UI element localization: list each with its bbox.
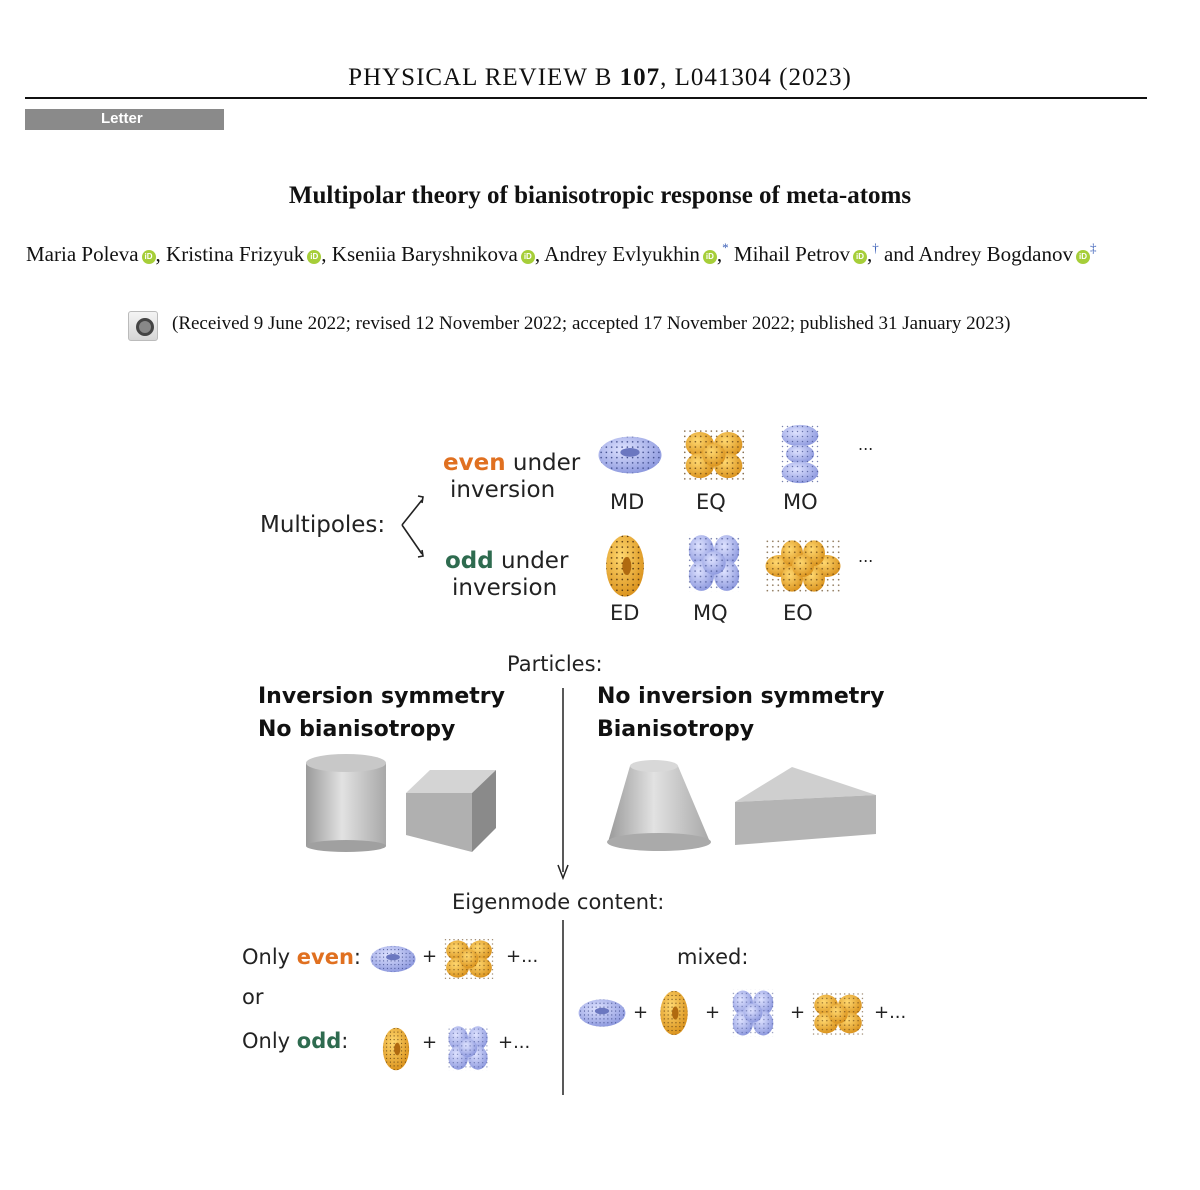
even-inversion: inversion [450,477,556,503]
odd-heading: odd under [445,548,569,574]
or-text: or [242,985,264,1009]
ed-torus-icon [383,1028,409,1071]
ellipsis: ... [858,547,874,566]
cube-shape [406,770,496,852]
publication-dates: (Received 9 June 2022; revised 12 November 2022; accepted 17 November 2022; published 31 January 2023) [172,313,1011,334]
mq-clover-icon [687,534,741,592]
mixed-label: mixed: [677,945,749,969]
odd-inversion: inversion [452,575,558,601]
eq-clover-icon [813,993,864,1035]
footnote-mark[interactable]: ‡ [1089,240,1097,255]
left-heading-2: No bianisotropy [258,717,456,742]
label-md: MD [610,490,645,514]
only-odd-text: Only odd: [242,1029,349,1053]
author-list: Maria Poleva iD , Kristina Frizyuk iD , Kseniia Baryshnikova iD , Andrey Evlyukhin iD ,* Mihail Petrov iD ,† and Andrey Bogdanov iD‡ [26,240,1097,266]
plus-more: +... [874,1002,907,1023]
orcid-icon[interactable]: iD [703,250,717,264]
crossmark-icon[interactable] [128,311,158,341]
mq-clover-icon [731,990,775,1036]
particles-label: Particles: [507,652,603,676]
even-heading: even under [443,450,581,476]
author[interactable]: Andrey Evlyukhin [544,242,700,266]
branch-arrows [402,496,423,557]
author[interactable]: Kristina Frizyuk [166,242,305,266]
md-torus-icon [371,946,416,972]
wedge-shape [735,767,876,845]
eq-clover-icon [445,939,494,979]
cylinder-shape [306,754,386,852]
md-torus-icon [599,437,662,474]
ellipsis: ... [858,435,874,454]
footnote-mark[interactable]: † [872,240,879,255]
orcid-icon[interactable]: iD [521,250,535,264]
footnote-mark[interactable]: * [722,240,729,255]
section-tab: Letter [25,109,224,130]
plus: + [790,1002,806,1023]
ed-torus-icon [660,991,687,1035]
only-even-text: Only even: [242,945,361,969]
author[interactable]: Mihail Petrov [733,242,850,266]
plus-more: +... [506,946,539,967]
right-heading-1: No inversion symmetry [597,684,885,709]
frustum-shape [607,760,711,851]
plus-more: +... [498,1032,531,1053]
plus: + [422,1032,438,1053]
eo-octupole-icon [765,540,842,591]
left-heading-1: Inversion symmetry [258,684,505,709]
author[interactable]: Kseniia Baryshnikova [331,242,518,266]
mq-clover-icon [447,1026,489,1071]
journal-volume: 107 [619,64,661,91]
author[interactable]: and Andrey Bogdanov [883,242,1073,266]
author[interactable]: Maria Poleva [26,242,139,266]
orcid-icon[interactable]: iD [1076,250,1090,264]
label-mq: MQ [693,601,728,625]
orcid-icon[interactable]: iD [307,250,321,264]
plus: + [422,946,438,967]
eq-clover-icon [684,430,744,480]
plus: + [633,1002,649,1023]
orcid-icon[interactable]: iD [142,250,156,264]
ed-torus-icon [606,535,644,596]
journal-header: PHYSICAL REVIEW B 107, L041304 (2023) [348,64,852,91]
right-heading-2: Bianisotropy [597,717,755,742]
orcid-icon[interactable]: iD [853,250,867,264]
article-title: Multipolar theory of bianisotropic response of meta-atoms [288,182,912,209]
graphical-abstract [230,410,930,1100]
plus: + [705,1002,721,1023]
mo-octupole-icon [780,424,820,484]
label-eq: EQ [696,490,726,514]
eigenmode-label: Eigenmode content: [452,890,665,914]
multipoles-label: Multipoles: [260,512,386,538]
label-eo: EO [783,601,813,625]
header-rule [25,97,1147,99]
md-torus-icon [579,999,626,1026]
label-mo: MO [783,490,818,514]
label-ed: ED [610,601,640,625]
